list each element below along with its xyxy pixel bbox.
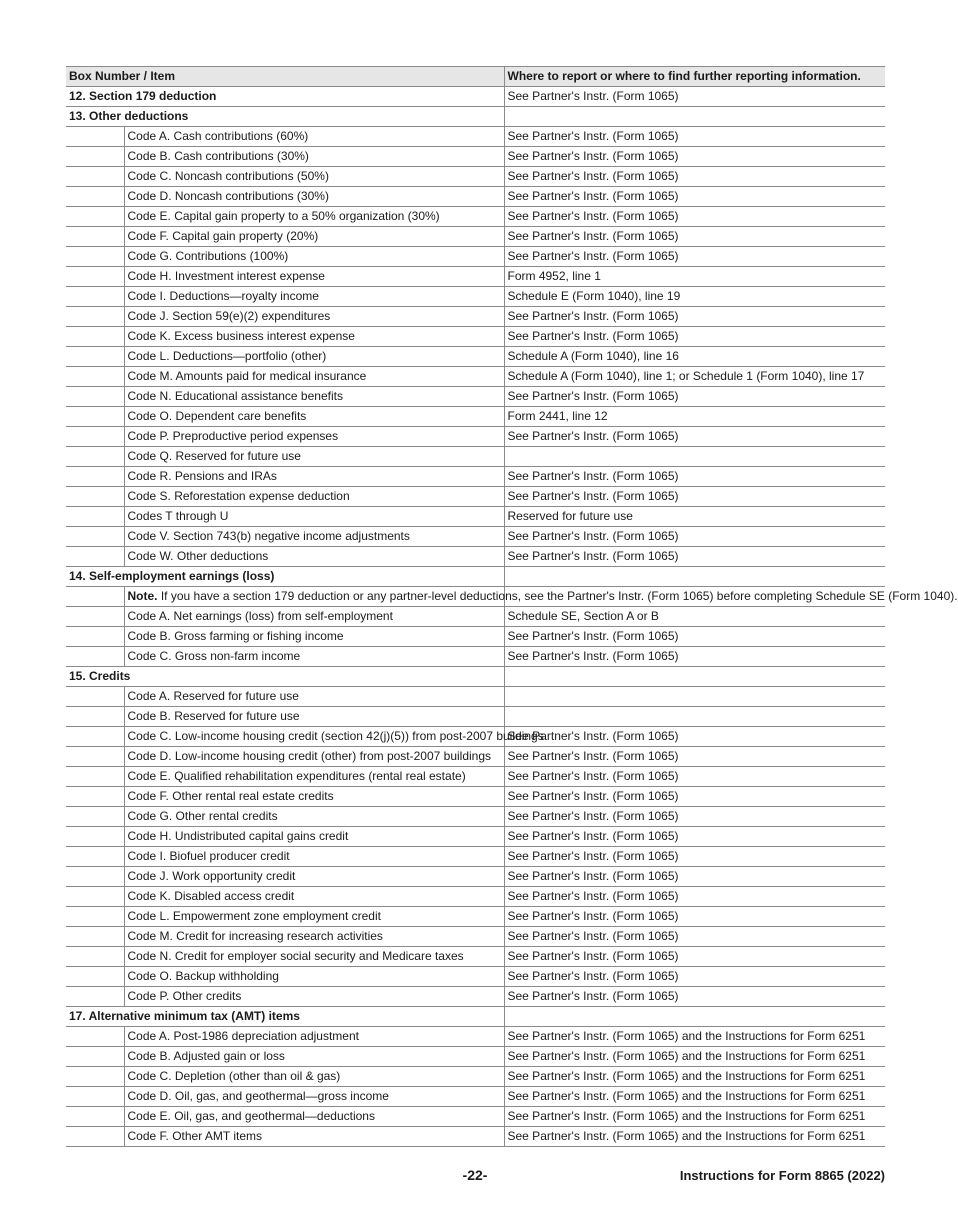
indent-cell <box>66 687 124 707</box>
where-to-report: See Partner's Instr. (Form 1065) <box>504 887 885 907</box>
code-item: Code K. Disabled access credit <box>124 887 504 907</box>
code-item: Code Q. Reserved for future use <box>124 447 504 467</box>
code-item: Code I. Biofuel producer credit <box>124 847 504 867</box>
code-row <box>66 327 885 347</box>
indent-cell <box>66 287 124 307</box>
where-to-report: Schedule A (Form 1040), line 16 <box>504 347 885 367</box>
code-item: Code L. Deductions—portfolio (other) <box>124 347 504 367</box>
code-row <box>66 847 885 867</box>
code-row <box>66 1127 885 1147</box>
where-to-report <box>504 687 885 707</box>
indent-cell <box>66 767 124 787</box>
where-to-report: See Partner's Instr. (Form 1065) <box>504 227 885 247</box>
code-row <box>66 207 885 227</box>
indent-cell <box>66 627 124 647</box>
where-to-report: See Partner's Instr. (Form 1065) <box>504 907 885 927</box>
where-to-report: See Partner's Instr. (Form 1065) <box>504 327 885 347</box>
code-row <box>66 1067 885 1087</box>
where-to-report: See Partner's Instr. (Form 1065) and the Instructions for Form 6251 <box>504 1087 885 1107</box>
code-item: Code N. Educational assistance benefits <box>124 387 504 407</box>
indent-cell <box>66 787 124 807</box>
section-where <box>504 107 885 127</box>
code-row <box>66 547 885 567</box>
code-row <box>66 727 885 747</box>
code-item: Code W. Other deductions <box>124 547 504 567</box>
indent-cell <box>66 427 124 447</box>
code-item: Code F. Capital gain property (20%) <box>124 227 504 247</box>
indent-cell <box>66 147 124 167</box>
note-body: If you have a section 179 deduction or any partner-level deductions, see the Partner's Instr. (Form 1065) before completing Schedule SE (Form 1040). <box>160 589 958 603</box>
indent-cell <box>66 1087 124 1107</box>
indent-cell <box>66 807 124 827</box>
code-row <box>66 367 885 387</box>
indent-cell <box>66 1067 124 1087</box>
code-item: Code B. Cash contributions (30%) <box>124 147 504 167</box>
code-item: Code C. Low-income housing credit (section 42(j)(5)) from post-2007 buildings <box>124 727 504 747</box>
where-to-report: See Partner's Instr. (Form 1065) <box>504 187 885 207</box>
code-item: Code D. Noncash contributions (30%) <box>124 187 504 207</box>
code-row <box>66 867 885 887</box>
where-to-report: See Partner's Instr. (Form 1065) <box>504 787 885 807</box>
indent-cell <box>66 1107 124 1127</box>
code-row <box>66 927 885 947</box>
note-lead: Note. <box>127 589 158 603</box>
code-item: Code J. Section 59(e)(2) expenditures <box>124 307 504 327</box>
where-to-report: Schedule SE, Section A or B <box>504 607 885 627</box>
code-row <box>66 987 885 1007</box>
where-to-report: See Partner's Instr. (Form 1065) <box>504 767 885 787</box>
code-item: Code E. Capital gain property to a 50% organization (30%) <box>124 207 504 227</box>
section-row <box>66 567 885 587</box>
indent-cell <box>66 487 124 507</box>
indent-cell <box>66 707 124 727</box>
section-where <box>504 1007 885 1027</box>
where-to-report: Reserved for future use <box>504 507 885 527</box>
code-row <box>66 787 885 807</box>
indent-cell <box>66 967 124 987</box>
where-to-report: Form 4952, line 1 <box>504 267 885 287</box>
where-to-report: See Partner's Instr. (Form 1065) <box>504 867 885 887</box>
table-header-row <box>66 67 885 87</box>
note-row <box>66 587 885 607</box>
section-row <box>66 1007 885 1027</box>
indent-cell <box>66 307 124 327</box>
code-row <box>66 187 885 207</box>
where-to-report: See Partner's Instr. (Form 1065) and the Instructions for Form 6251 <box>504 1067 885 1087</box>
indent-cell <box>66 347 124 367</box>
where-to-report: See Partner's Instr. (Form 1065) <box>504 987 885 1007</box>
code-row <box>66 647 885 667</box>
code-row <box>66 747 885 767</box>
code-item: Code F. Other rental real estate credits <box>124 787 504 807</box>
indent-cell <box>66 947 124 967</box>
code-row <box>66 1107 885 1127</box>
where-to-report: See Partner's Instr. (Form 1065) <box>504 647 885 667</box>
section-title: 17. Alternative minimum tax (AMT) items <box>66 1007 504 1027</box>
code-row <box>66 807 885 827</box>
indent-cell <box>66 447 124 467</box>
indent-cell <box>66 1127 124 1147</box>
code-row <box>66 1027 885 1047</box>
where-to-report: See Partner's Instr. (Form 1065) <box>504 127 885 147</box>
page-number: -22- <box>462 1167 488 1183</box>
indent-cell <box>66 247 124 267</box>
indent-cell <box>66 127 124 147</box>
where-to-report: See Partner's Instr. (Form 1065) and the Instructions for Form 6251 <box>504 1027 885 1047</box>
indent-cell <box>66 847 124 867</box>
code-row <box>66 247 885 267</box>
where-to-report: See Partner's Instr. (Form 1065) <box>504 427 885 447</box>
indent-cell <box>66 647 124 667</box>
code-row <box>66 467 885 487</box>
reporting-table <box>66 66 958 1147</box>
indent-cell <box>66 867 124 887</box>
where-to-report: See Partner's Instr. (Form 1065) <box>504 847 885 867</box>
where-to-report: Form 2441, line 12 <box>504 407 885 427</box>
section-title: 12. Section 179 deduction <box>66 87 504 107</box>
code-item: Code A. Post-1986 depreciation adjustment <box>124 1027 504 1047</box>
code-item: Code N. Credit for employer social security and Medicare taxes <box>124 947 504 967</box>
code-row <box>66 687 885 707</box>
indent-cell <box>66 387 124 407</box>
indent-cell <box>66 747 124 767</box>
code-item: Code J. Work opportunity credit <box>124 867 504 887</box>
table-body <box>66 87 958 1147</box>
code-item: Code M. Amounts paid for medical insurance <box>124 367 504 387</box>
section-where <box>504 567 885 587</box>
indent-cell <box>66 1047 124 1067</box>
code-row <box>66 887 885 907</box>
code-item: Code H. Undistributed capital gains credit <box>124 827 504 847</box>
code-item: Code V. Section 743(b) negative income adjustments <box>124 527 504 547</box>
code-item: Code P. Preproductive period expenses <box>124 427 504 447</box>
code-row <box>66 227 885 247</box>
section-row <box>66 87 885 107</box>
where-to-report <box>504 447 885 467</box>
code-row <box>66 127 885 147</box>
code-item: Code G. Contributions (100%) <box>124 247 504 267</box>
where-to-report: See Partner's Instr. (Form 1065) <box>504 487 885 507</box>
code-item: Code E. Oil, gas, and geothermal—deductions <box>124 1107 504 1127</box>
code-row <box>66 967 885 987</box>
where-to-report: See Partner's Instr. (Form 1065) <box>504 927 885 947</box>
where-to-report: See Partner's Instr. (Form 1065) <box>504 747 885 767</box>
code-item: Code E. Qualified rehabilitation expenditures (rental real estate) <box>124 767 504 787</box>
code-row <box>66 147 885 167</box>
indent-cell <box>66 727 124 747</box>
footer-title: Instructions for Form 8865 (2022) <box>679 1168 885 1183</box>
where-to-report: See Partner's Instr. (Form 1065) <box>504 307 885 327</box>
code-item: Code O. Backup withholding <box>124 967 504 987</box>
code-row <box>66 947 885 967</box>
section-title: 14. Self-employment earnings (loss) <box>66 567 504 587</box>
where-to-report: See Partner's Instr. (Form 1065) <box>504 807 885 827</box>
where-to-report: See Partner's Instr. (Form 1065) <box>504 147 885 167</box>
code-item: Code A. Reserved for future use <box>124 687 504 707</box>
code-row <box>66 527 885 547</box>
indent-cell <box>66 607 124 627</box>
code-item: Code A. Cash contributions (60%) <box>124 127 504 147</box>
code-item: Code L. Empowerment zone employment credit <box>124 907 504 927</box>
header-where: Where to report or where to find further reporting information. <box>504 67 885 87</box>
code-item: Code M. Credit for increasing research activities <box>124 927 504 947</box>
code-item: Codes T through U <box>124 507 504 527</box>
code-row <box>66 287 885 307</box>
header-item: Box Number / Item <box>66 67 504 87</box>
code-row <box>66 387 885 407</box>
indent-cell <box>66 207 124 227</box>
where-to-report: See Partner's Instr. (Form 1065) <box>504 947 885 967</box>
indent-cell <box>66 407 124 427</box>
code-item: Code K. Excess business interest expense <box>124 327 504 347</box>
where-to-report: See Partner's Instr. (Form 1065) <box>504 967 885 987</box>
code-row <box>66 827 885 847</box>
section-title: 15. Credits <box>66 667 504 687</box>
where-to-report: See Partner's Instr. (Form 1065) and the Instructions for Form 6251 <box>504 1107 885 1127</box>
where-to-report: See Partner's Instr. (Form 1065) <box>504 627 885 647</box>
indent-cell <box>66 527 124 547</box>
code-item: Code C. Noncash contributions (50%) <box>124 167 504 187</box>
where-to-report: See Partner's Instr. (Form 1065) <box>504 467 885 487</box>
indent-cell <box>66 267 124 287</box>
where-to-report: See Partner's Instr. (Form 1065) and the Instructions for Form 6251 <box>504 1047 885 1067</box>
indent-cell <box>66 467 124 487</box>
indent-cell <box>66 587 124 607</box>
code-item: Code C. Gross non-farm income <box>124 647 504 667</box>
indent-cell <box>66 167 124 187</box>
code-item: Code C. Depletion (other than oil & gas) <box>124 1067 504 1087</box>
where-to-report: See Partner's Instr. (Form 1065) and the Instructions for Form 6251 <box>504 1127 885 1147</box>
code-row <box>66 267 885 287</box>
code-item: Code B. Gross farming or fishing income <box>124 627 504 647</box>
code-row <box>66 407 885 427</box>
section-row <box>66 107 885 127</box>
where-to-report: See Partner's Instr. (Form 1065) <box>504 207 885 227</box>
indent-cell <box>66 927 124 947</box>
note-text <box>124 587 958 607</box>
where-to-report: See Partner's Instr. (Form 1065) <box>504 167 885 187</box>
indent-cell <box>66 327 124 347</box>
indent-cell <box>66 187 124 207</box>
code-item: Code D. Oil, gas, and geothermal—gross income <box>124 1087 504 1107</box>
code-item: Code B. Adjusted gain or loss <box>124 1047 504 1067</box>
code-item: Code F. Other AMT items <box>124 1127 504 1147</box>
indent-cell <box>66 367 124 387</box>
code-row <box>66 607 885 627</box>
code-item: Code A. Net earnings (loss) from self-employment <box>124 607 504 627</box>
indent-cell <box>66 887 124 907</box>
section-title: 13. Other deductions <box>66 107 504 127</box>
indent-cell <box>66 227 124 247</box>
code-row <box>66 307 885 327</box>
code-item: Code P. Other credits <box>124 987 504 1007</box>
section-where: See Partner's Instr. (Form 1065) <box>504 87 885 107</box>
indent-cell <box>66 827 124 847</box>
code-row <box>66 447 885 467</box>
where-to-report <box>504 707 885 727</box>
code-row <box>66 707 885 727</box>
code-row <box>66 167 885 187</box>
where-to-report: Schedule E (Form 1040), line 19 <box>504 287 885 307</box>
where-to-report: See Partner's Instr. (Form 1065) <box>504 247 885 267</box>
where-to-report: See Partner's Instr. (Form 1065) <box>504 827 885 847</box>
code-item: Code S. Reforestation expense deduction <box>124 487 504 507</box>
indent-cell <box>66 1027 124 1047</box>
indent-cell <box>66 507 124 527</box>
indent-cell <box>66 547 124 567</box>
code-item: Code O. Dependent care benefits <box>124 407 504 427</box>
indent-cell <box>66 987 124 1007</box>
code-row <box>66 627 885 647</box>
where-to-report: See Partner's Instr. (Form 1065) <box>504 527 885 547</box>
section-row <box>66 667 885 687</box>
code-row <box>66 1047 885 1067</box>
code-item: Code B. Reserved for future use <box>124 707 504 727</box>
where-to-report: See Partner's Instr. (Form 1065) <box>504 727 885 747</box>
code-item: Code I. Deductions—royalty income <box>124 287 504 307</box>
code-row <box>66 907 885 927</box>
where-to-report: See Partner's Instr. (Form 1065) <box>504 387 885 407</box>
code-row <box>66 1087 885 1107</box>
code-item: Code R. Pensions and IRAs <box>124 467 504 487</box>
where-to-report: Schedule A (Form 1040), line 1; or Schedule 1 (Form 1040), line 17 <box>504 367 885 387</box>
code-item: Code H. Investment interest expense <box>124 267 504 287</box>
section-where <box>504 667 885 687</box>
code-row <box>66 487 885 507</box>
code-row <box>66 347 885 367</box>
code-row <box>66 767 885 787</box>
code-item: Code G. Other rental credits <box>124 807 504 827</box>
where-to-report: See Partner's Instr. (Form 1065) <box>504 547 885 567</box>
code-item: Code D. Low-income housing credit (other) from post-2007 buildings <box>124 747 504 767</box>
indent-cell <box>66 907 124 927</box>
code-row <box>66 427 885 447</box>
code-row <box>66 507 885 527</box>
